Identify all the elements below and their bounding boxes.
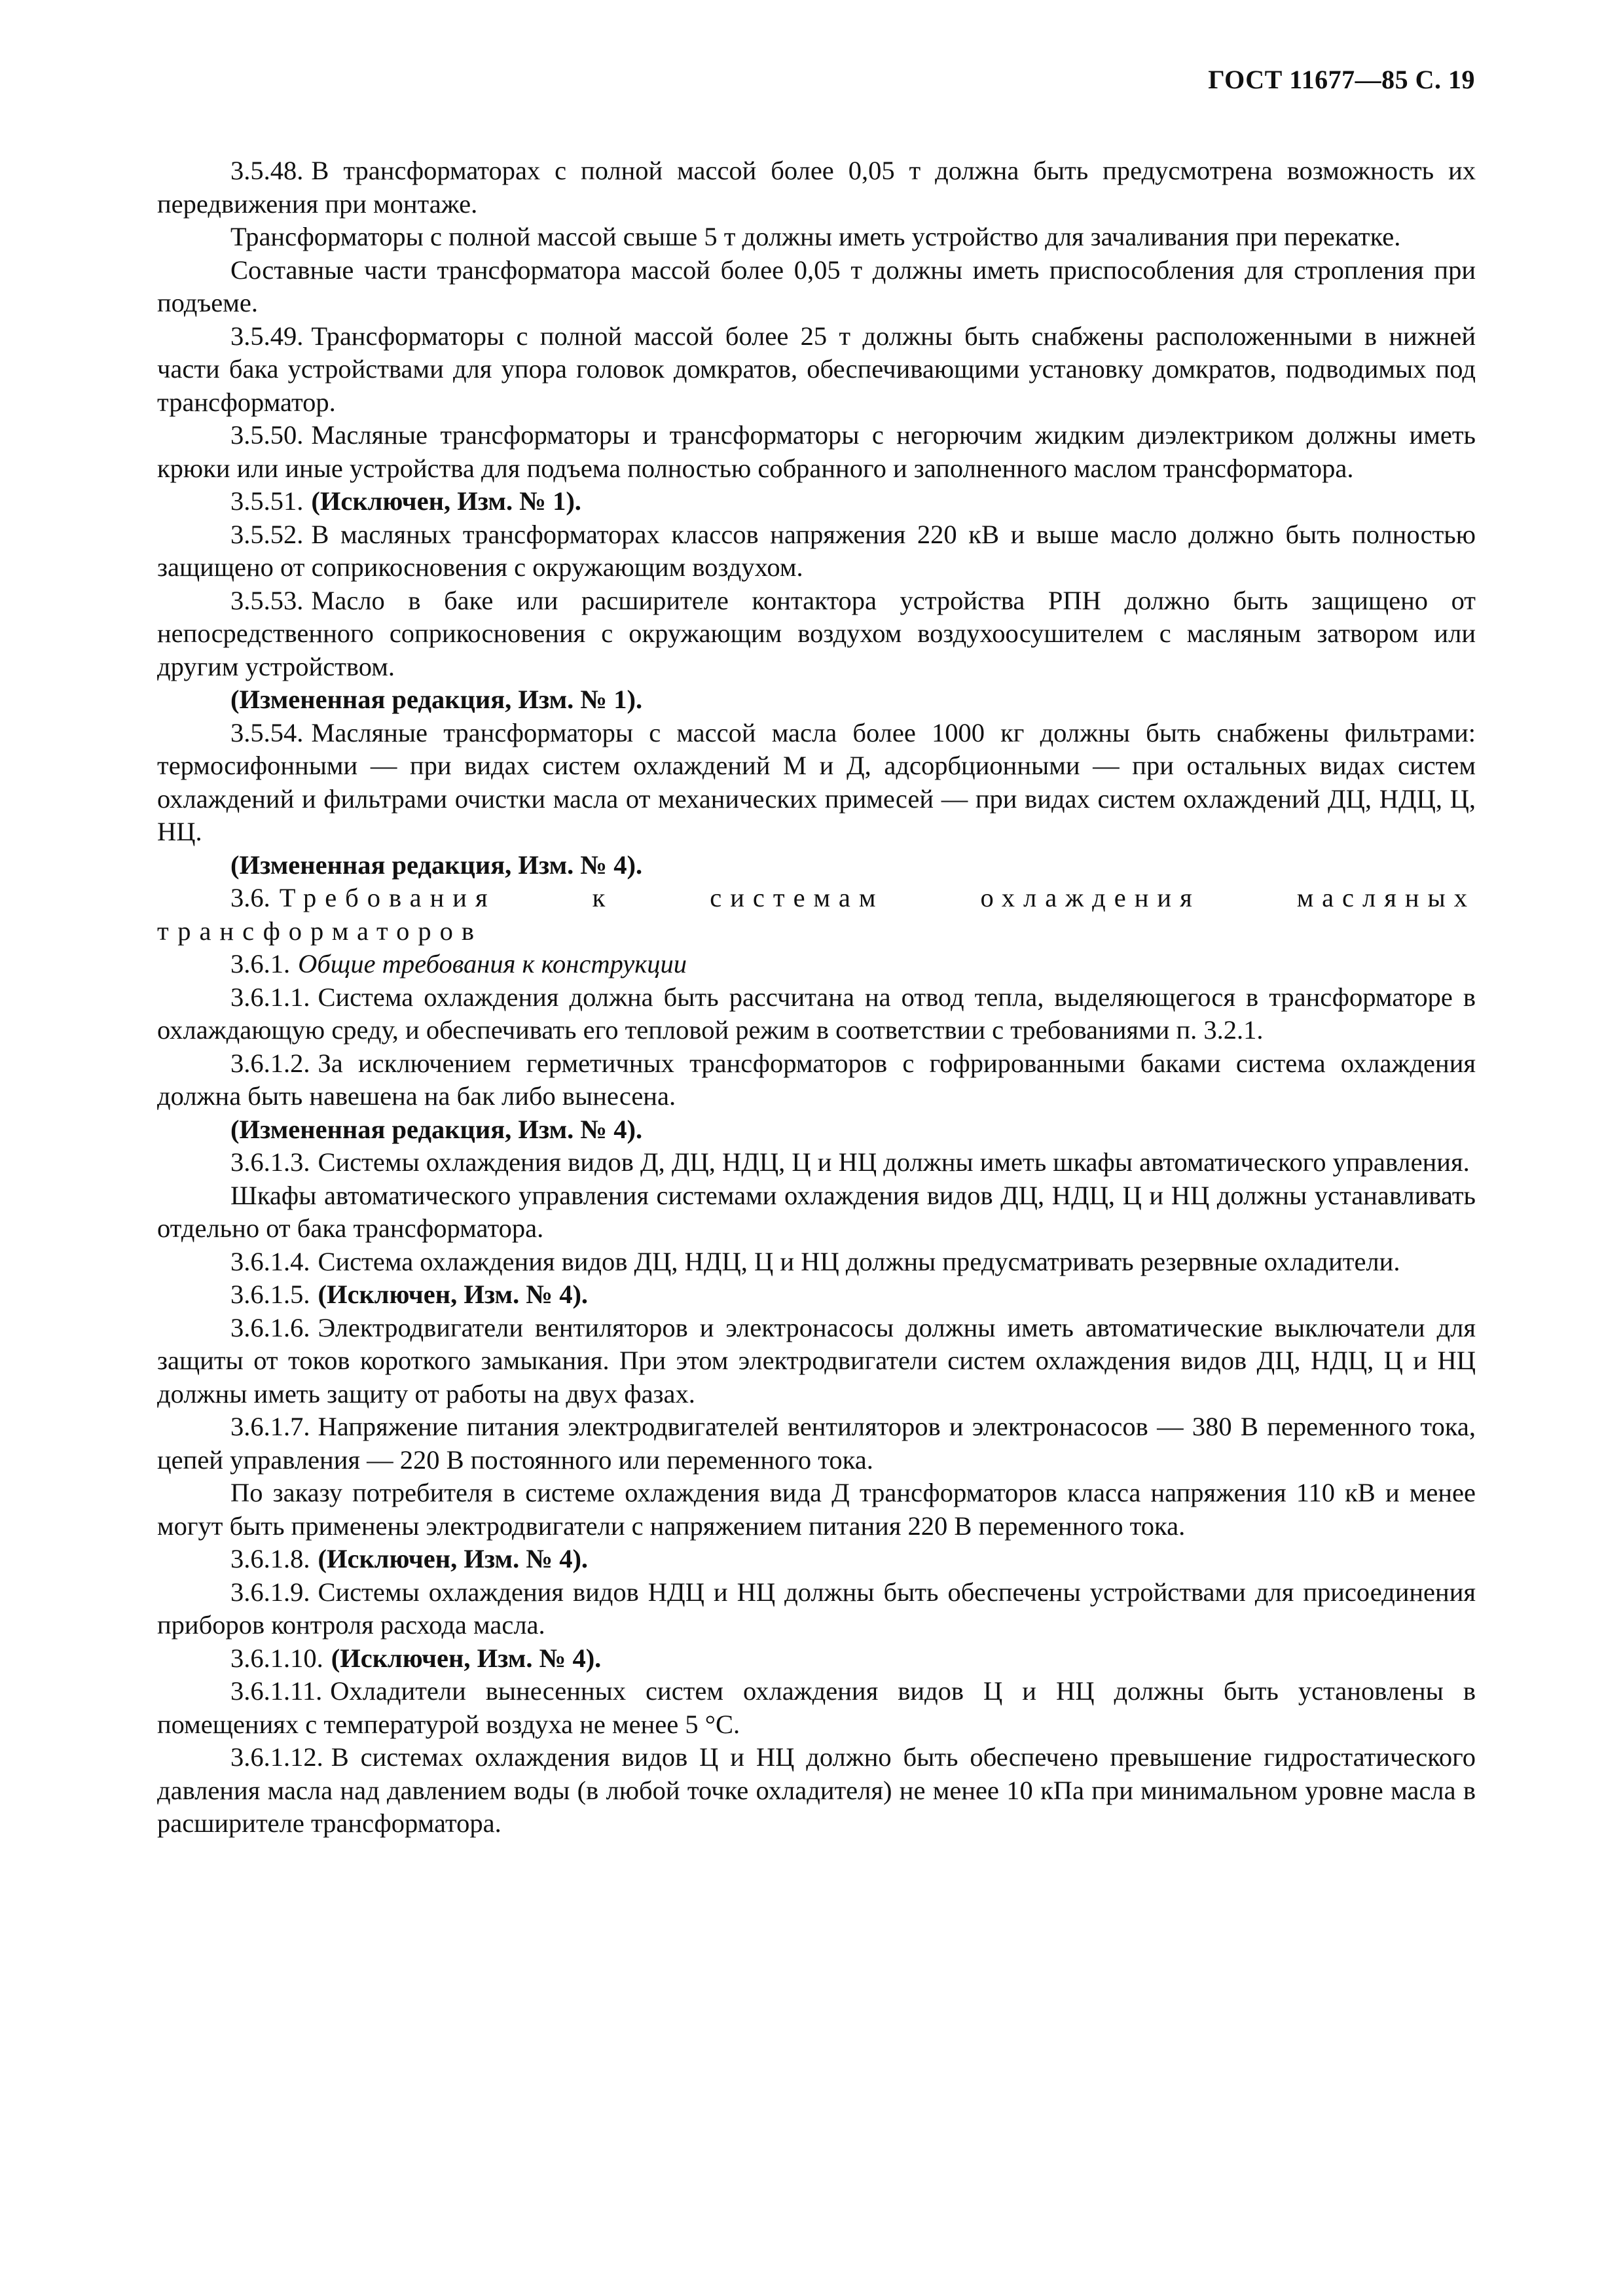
paragraph-text: В системах охлаждения видов Ц и НЦ должно быть обеспечено превышение гидростатического давления масла над давлением воды (в любой точке охладителя) не менее 10 кПа при минимальном уровне масла в расширителе трансформатора. (157, 1742, 1476, 1838)
paragraph-3-6-1-7 (157, 1410, 1476, 1477)
paragraph-3-6-1-3-b (157, 1179, 1476, 1246)
paragraph-text: Шкафы автоматического управления системами охлаждения видов ДЦ, НДЦ, Ц и НЦ должны устанавливать отдельно от бака трансформатора. (157, 1180, 1476, 1243)
clause-number: 3.6.1.1. (230, 982, 310, 1012)
amendment-note: (Измененная редакция, Изм. № 4). (230, 850, 643, 880)
clause-number: 3.5.48. (230, 156, 304, 185)
section-title: Требования к системам охлаждения масляных трансформаторов (157, 883, 1476, 946)
clause-number: 3.5.54. (230, 717, 304, 747)
amendment-note: (Измененная редакция, Изм. № 1). (230, 685, 643, 714)
paragraph-text: Масло в баке или расширителе контактора устройства РПН должно быть защищено от непосредственного соприкосновения с окружающим воздухом воздухоосушителем с масляным затвором или другим устройством. (157, 585, 1476, 681)
clause-number: 3.5.50. (230, 420, 304, 450)
subsection-heading-3-6-1 (157, 948, 1476, 981)
paragraph-3-6-1-7-b (157, 1477, 1476, 1543)
paragraph-text: Трансформаторы с полной массой свыше 5 т должны иметь устройство для зачаливания при перекатке. (230, 222, 1401, 251)
paragraph-3-6-1-10 (157, 1642, 1476, 1676)
clause-number: 3.6.1.11. (230, 1676, 323, 1706)
paragraph-text: Масляные трансформаторы с массой масла более 1000 кг должны быть снабжены фильтрами: термосифонными — при видах систем охлаждений М и Д, адсорбционными — при остальных видах систем охлаждений и фильтрами очистки масла от механических примесей — при видах систем охлаждений ДЦ, НДЦ, Ц, НЦ. (157, 717, 1476, 846)
paragraph-text: За исключением герметичных трансформаторов с гофрированными баками система охлаждения должна быть навешена на бак либо вынесена. (157, 1048, 1476, 1111)
paragraph-text: Системы охлаждения видов НДЦ и НЦ должны быть обеспечены устройствами для присоединения приборов контроля расхода масла. (157, 1577, 1476, 1640)
clause-number: 3.6.1.7. (230, 1412, 310, 1441)
clause-number: 3.6.1. (230, 949, 291, 978)
clause-number: 3.6.1.4. (230, 1246, 310, 1276)
paragraph-3-6-1-8 (157, 1543, 1476, 1576)
paragraph-text: В масляных трансформаторах классов напряжения 220 кВ и выше масло должно быть полностью защищено от соприкосновения с окружающим воздухом. (157, 519, 1476, 582)
paragraph-text: Масляные трансформаторы и трансформаторы с негорючим жидким диэлектриком должны иметь крюки или иные устройства для подъема полностью собранного и заполненного маслом трансформатора. (157, 420, 1476, 483)
clause-number: 3.5.53. (230, 585, 304, 615)
paragraph-3-6-1-2 (157, 1047, 1476, 1113)
clause-number: 3.6.1.10. (230, 1643, 323, 1673)
paragraph-3-6-1-6 (157, 1312, 1476, 1411)
section-number: 3.6. (230, 883, 270, 912)
paragraph-3-5-48 (157, 154, 1476, 221)
paragraph-3-6-1-5 (157, 1278, 1476, 1312)
paragraph-text: Системы охлаждения видов Д, ДЦ, НДЦ, Ц и НЦ должны иметь шкафы автоматического управления. (318, 1147, 1470, 1177)
paragraph-text: Составные части трансформатора массой более 0,05 т должны иметь приспособления для стропления при подъеме. (157, 255, 1476, 317)
excluded-note: (Исключен, Изм. № 4). (331, 1643, 602, 1673)
paragraph-3-5-49 (157, 320, 1476, 420)
clause-number: 3.6.1.9. (230, 1577, 310, 1607)
excluded-note: (Исключен, Изм. № 4). (318, 1544, 589, 1573)
paragraph-text: По заказу потребителя в системе охлаждения вида Д трансформаторов класса напряжения 110 кВ и менее могут быть применены электродвигатели с напряжением питания 220 В переменного тока. (157, 1478, 1476, 1541)
clause-number: 3.6.1.5. (230, 1280, 310, 1309)
paragraph-text: Электродвигатели вентиляторов и электронасосы должны иметь автоматические выключатели для защиты от токов короткого замыкания. При этом электродвигатели систем охлаждения видов ДЦ, НДЦ, Ц и НЦ должны иметь защиту от работы на двух фазах. (157, 1312, 1476, 1408)
clause-number: 3.5.51. (230, 486, 304, 516)
paragraph-3-6-1-1 (157, 981, 1476, 1047)
paragraph-3-5-50 (157, 419, 1476, 485)
paragraph-3-5-51 (157, 485, 1476, 518)
paragraph-3-5-48-b (157, 221, 1476, 254)
clause-number: 3.6.1.2. (230, 1048, 310, 1078)
page-header: ГОСТ 11677—85 С. 19 (1208, 65, 1475, 94)
paragraph-3-6-1-3 (157, 1146, 1476, 1179)
paragraph-3-5-53 (157, 584, 1476, 684)
paragraph-text: В трансформаторах с полной массой более 0,05 т должна быть предусмотрена возможность их передвижения при монтаже. (157, 156, 1476, 219)
clause-number: 3.6.1.8. (230, 1544, 310, 1573)
clause-number: 3.6.1.6. (230, 1312, 310, 1342)
paragraph-3-6-1-12 (157, 1741, 1476, 1840)
paragraph-3-5-54 (157, 717, 1476, 849)
paragraph-text: Трансформаторы с полной массой более 25 т должны быть снабжены расположенными в нижней части бака устройствами для упора головок домкратов, обеспечивающими установку домкратов, подводимых под трансформатор. (157, 321, 1476, 417)
clause-number: 3.6.1.12. (230, 1742, 323, 1772)
paragraph-3-5-48-c (157, 254, 1476, 320)
paragraph-text: Система охлаждения видов ДЦ, НДЦ, Ц и НЦ должны предусматривать резервные охладители. (318, 1246, 1400, 1276)
paragraph-3-6-1-9 (157, 1576, 1476, 1642)
clause-number: 3.6.1.3. (230, 1147, 310, 1177)
paragraph-text: Охладители вынесенных систем охлаждения видов Ц и НЦ должны быть установлены в помещениях с температурой воздуха не менее 5 °С. (157, 1676, 1476, 1739)
amendment-note: (Измененная редакция, Изм. № 4). (230, 1114, 643, 1144)
paragraph-3-6-1-4 (157, 1246, 1476, 1279)
paragraph-text: Система охлаждения должна быть рассчитана на отвод тепла, выделяющегося в трансформаторе в охлаждающую среду, и обеспечивать его тепловой режим в соответствии с требованиями п. 3.2.1. (157, 982, 1476, 1045)
excluded-note: (Исключен, Изм. № 4). (318, 1280, 589, 1309)
paragraph-3-5-52 (157, 518, 1476, 584)
paragraph-3-6-1-11 (157, 1675, 1476, 1741)
section-heading-3-6 (157, 882, 1476, 948)
subsection-title: Общие требования к конструкции (298, 949, 687, 978)
clause-number: 3.5.49. (230, 321, 304, 351)
clause-number: 3.5.52. (230, 519, 304, 549)
excluded-note: (Исключен, Изм. № 1). (311, 486, 581, 516)
paragraph-text: Напряжение питания электродвигателей вентиляторов и электронасосов — 380 В переменного тока, цепей управления — 220 В постоянного или переменного тока. (157, 1412, 1476, 1475)
document-body (157, 154, 1476, 1840)
